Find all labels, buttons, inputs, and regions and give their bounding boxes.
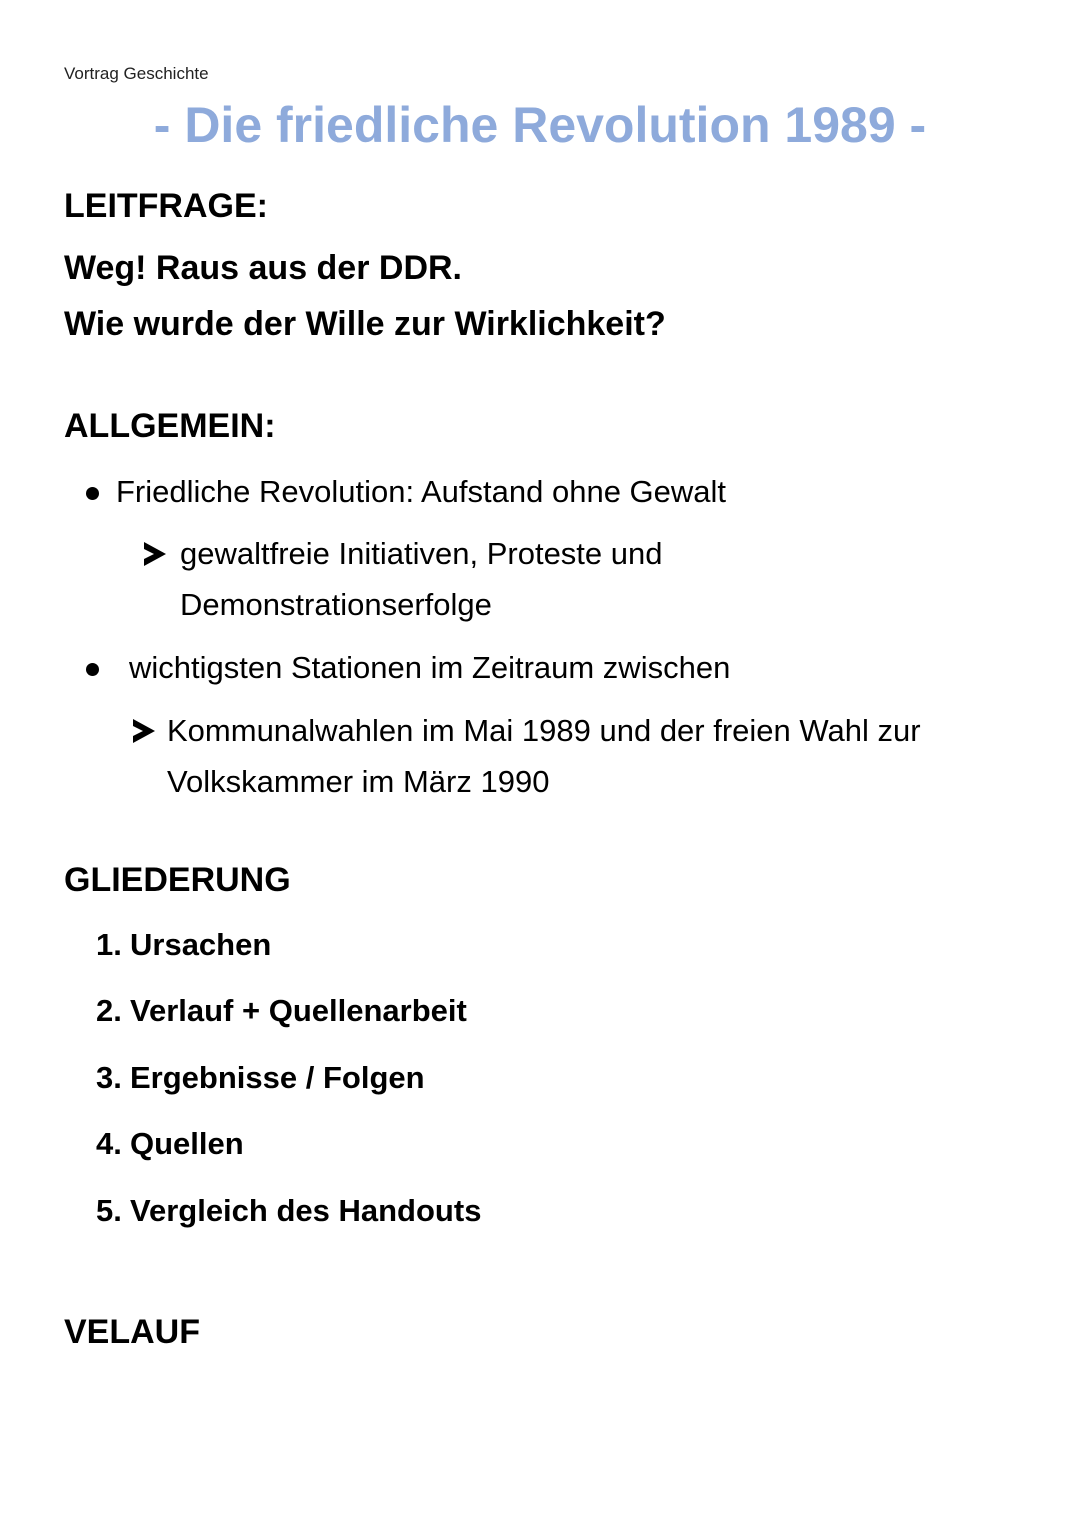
verlauf-heading: VELAUF xyxy=(64,1313,200,1351)
page-title: - Die friedliche Revolution 1989 - xyxy=(153,97,927,153)
leitfrage-line-2: Wie wurde der Wille zur Wirklichkeit? xyxy=(64,305,666,343)
outline-item: 3. Ergebnisse / Folgen xyxy=(96,1060,425,1095)
outline-item: 4. Quellen xyxy=(96,1126,244,1161)
leitfrage-line-1: Weg! Raus aus der DDR. xyxy=(64,249,463,287)
gliederung-heading: GLIEDERUNG xyxy=(64,861,291,899)
bullet-dot-icon xyxy=(86,487,99,500)
outline-item: 1. Ursachen xyxy=(96,927,272,962)
document-subject: Vortrag Geschichte xyxy=(64,64,209,83)
leitfrage-heading: LEITFRAGE: xyxy=(64,187,268,225)
allgemein-heading: ALLGEMEIN: xyxy=(64,407,276,445)
bullet-dot-icon xyxy=(86,663,99,676)
bullet-item: Friedliche Revolution: Aufstand ohne Gewalt xyxy=(116,474,727,509)
bullet-sub-item: gewaltfreie Initiativen, Proteste und Demonstrationserfolge xyxy=(180,536,663,622)
arrow-bullet-icon xyxy=(144,542,166,566)
outline-item: 5. Vergleich des Handouts xyxy=(96,1193,482,1228)
bullet-item: wichtigsten Stationen im Zeitraum zwischen xyxy=(129,650,731,685)
arrow-bullet-icon xyxy=(133,719,155,743)
bullet-sub-item: Kommunalwahlen im Mai 1989 und der freien Wahl zur Volkskammer im März 1990 xyxy=(167,713,921,799)
outline-item: 2. Verlauf + Quellenarbeit xyxy=(96,993,467,1028)
